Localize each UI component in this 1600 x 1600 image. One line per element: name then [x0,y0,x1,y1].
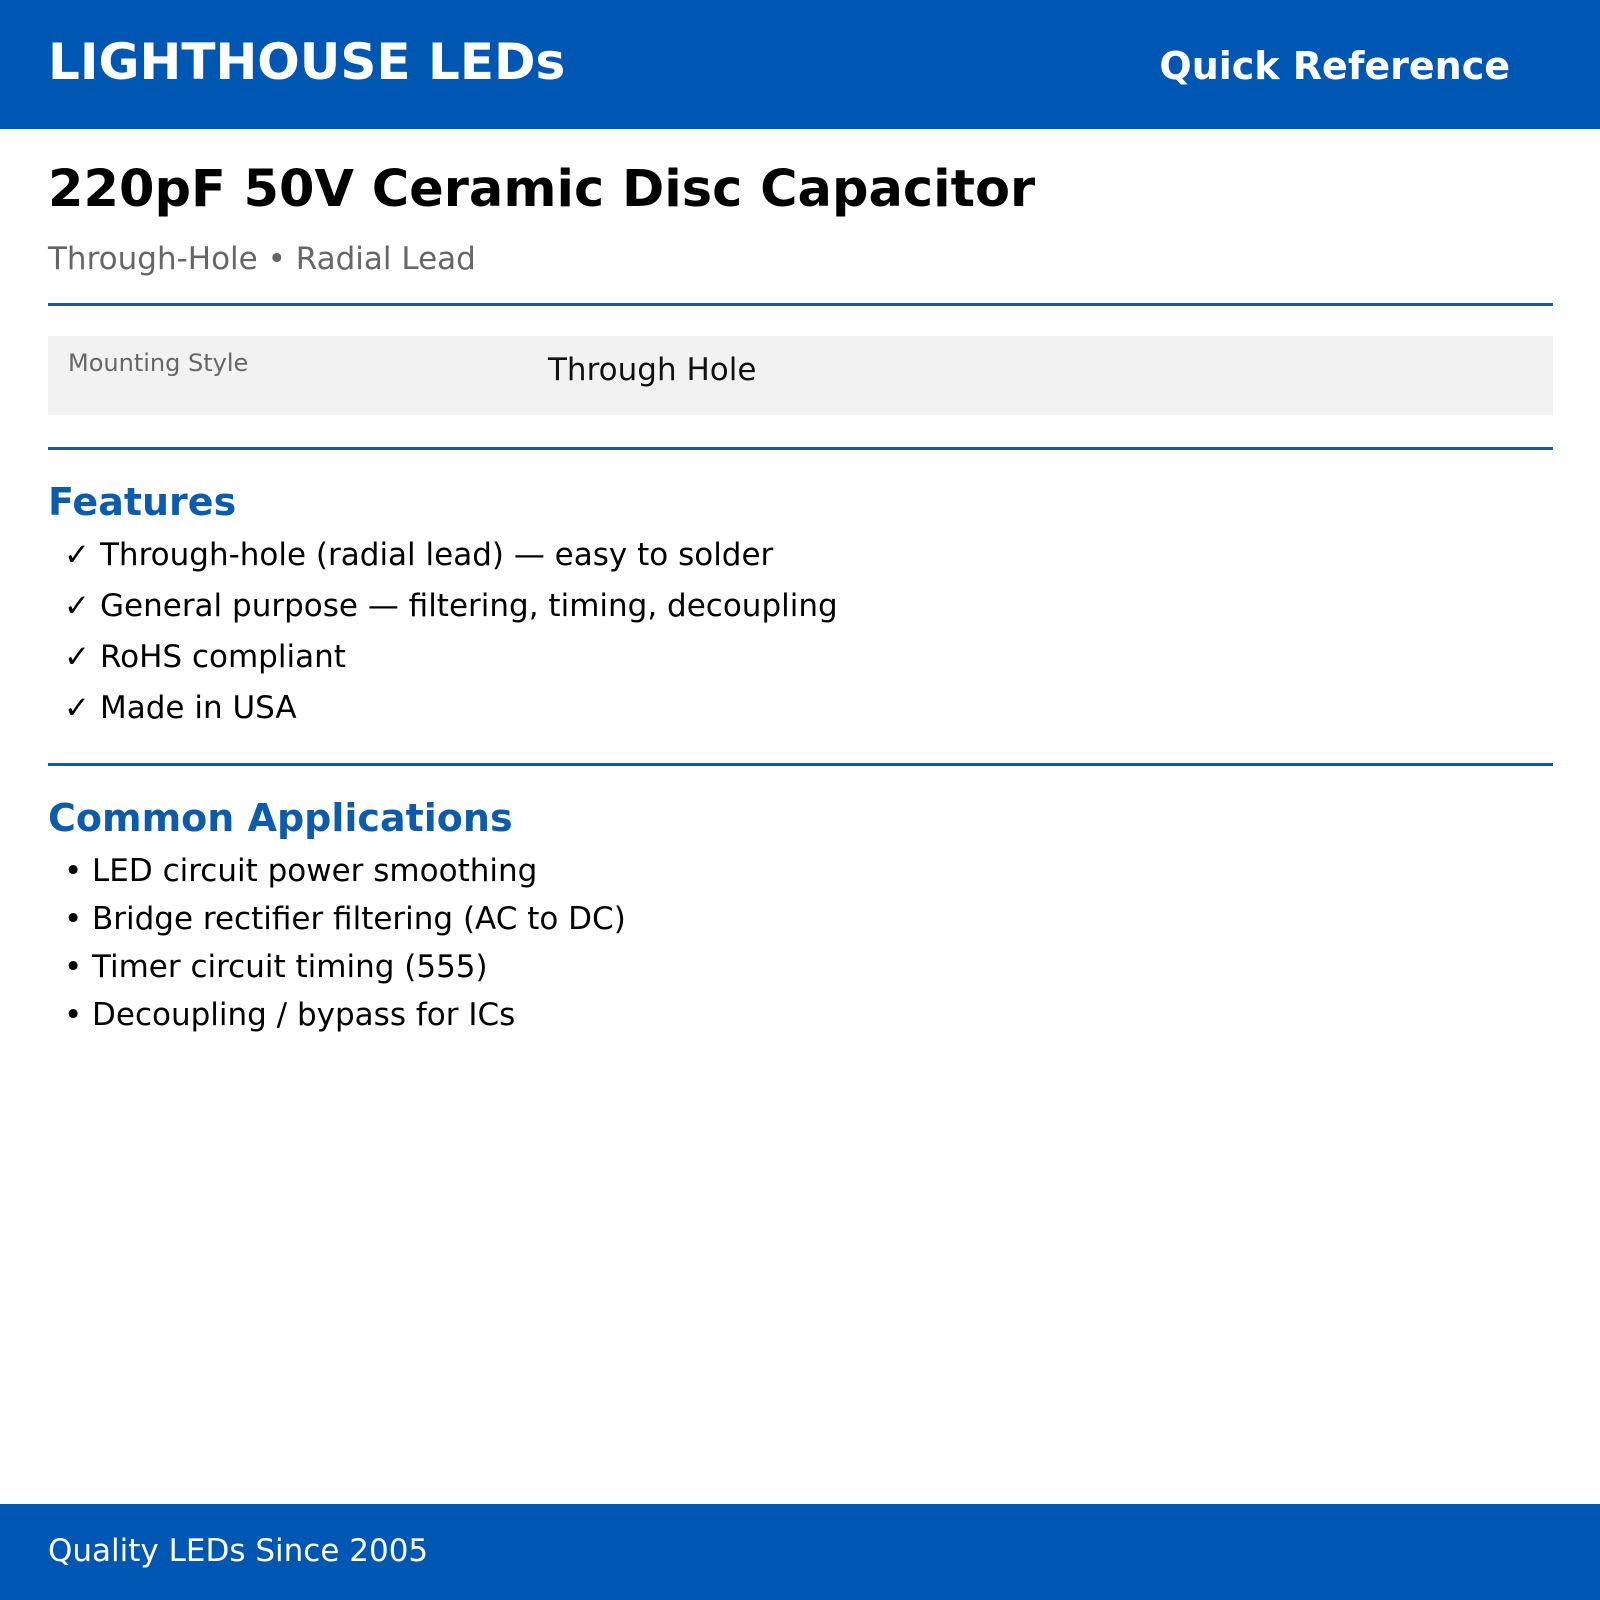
list-item [64,586,838,637]
header-bar [0,0,1600,129]
list-item [64,851,626,899]
product-subtitle: Through-Hole • Radial Lead [48,241,476,277]
divider-top [48,303,1553,306]
bullet-icon: • [64,997,83,1033]
feature-text: Made in USA [100,690,297,726]
feature-text: Through-hole (radial lead) — easy to solder [100,537,774,573]
header-quick-reference-label: Quick Reference [1159,44,1510,88]
bullet-icon: • [64,949,83,985]
brand-name: LIGHTHOUSE LEDs [48,33,566,91]
product-title: 220pF 50V Ceramic Disc Capacitor [48,160,1036,219]
application-text: Bridge rectifier filtering (AC to DC) [92,901,626,937]
check-icon: ✓ [64,690,90,726]
divider-specs [48,447,1553,450]
spec-label: Mounting Style [68,349,249,377]
check-icon: ✓ [64,639,90,675]
applications-list [64,851,626,1043]
application-text: Decoupling / bypass for ICs [92,997,516,1033]
spec-value: Through Hole [548,352,757,388]
footer-bar [0,1504,1600,1600]
spec-row-mounting-style [48,336,1553,415]
list-item [64,899,626,947]
list-item [64,637,838,688]
list-item [64,995,626,1043]
application-text: LED circuit power smoothing [92,853,538,889]
check-icon: ✓ [64,588,90,624]
list-item [64,947,626,995]
bullet-icon: • [64,901,83,937]
bullet-icon: • [64,853,83,889]
feature-text: RoHS compliant [100,639,346,675]
applications-heading: Common Applications [48,796,513,840]
features-list [64,535,838,739]
feature-text: General purpose — filtering, timing, decoupling [100,588,838,624]
divider-features [48,763,1553,766]
features-heading: Features [48,480,237,524]
list-item [64,535,838,586]
list-item [64,688,838,739]
footer-tagline: Quality LEDs Since 2005 [48,1533,429,1569]
check-icon: ✓ [64,537,90,573]
application-text: Timer circuit timing (555) [92,949,488,985]
